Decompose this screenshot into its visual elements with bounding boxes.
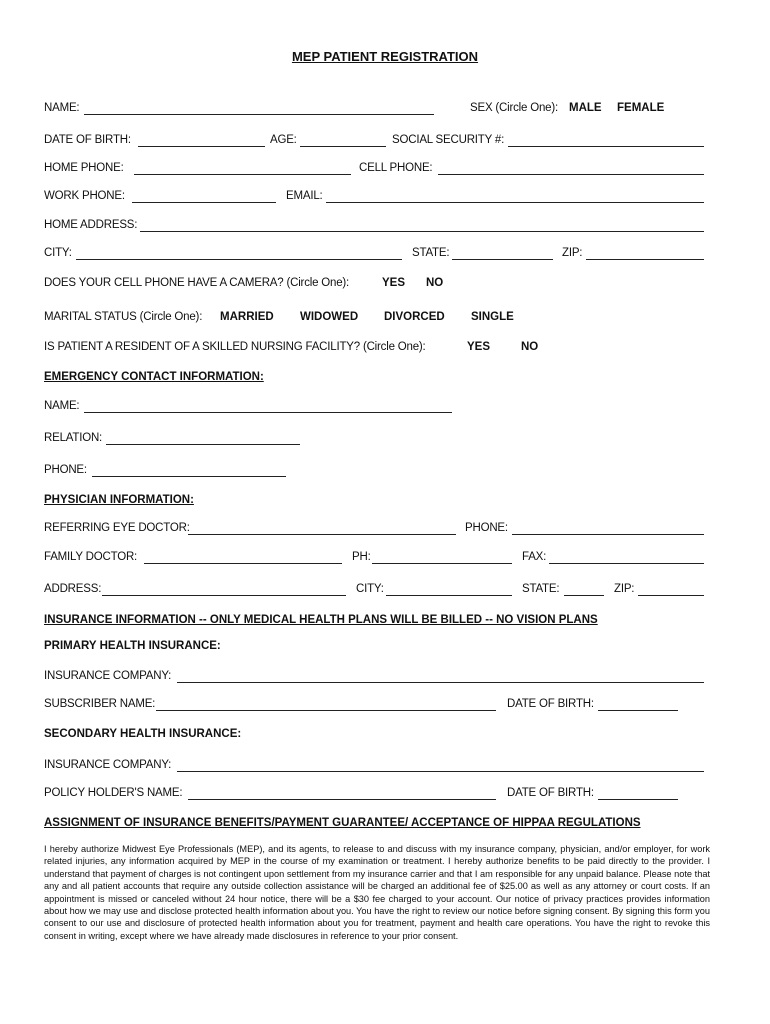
policy-holder-dob-field[interactable] xyxy=(598,799,678,800)
snf-question: IS PATIENT A RESIDENT OF A SKILLED NURSING FACILITY? (Circle One): xyxy=(44,341,426,353)
age-field[interactable] xyxy=(300,146,386,147)
physician-address-field[interactable] xyxy=(102,595,346,596)
fax-field[interactable] xyxy=(549,563,704,564)
physician-zip-label: ZIP: xyxy=(614,583,635,595)
referring-phone-label: PHONE: xyxy=(465,522,508,534)
subscriber-dob-label: DATE OF BIRTH: xyxy=(507,698,594,710)
work-phone-label: WORK PHONE: xyxy=(44,190,125,202)
emergency-phone-field[interactable] xyxy=(92,476,286,477)
snf-option-no[interactable]: NO xyxy=(521,341,539,353)
insurance-heading: INSURANCE INFORMATION -- ONLY MEDICAL HEALTH PLANS WILL BE BILLED -- NO VISION PLANS xyxy=(44,614,598,626)
home-phone-field[interactable] xyxy=(134,174,351,175)
email-field[interactable] xyxy=(326,202,704,203)
sex-option-female[interactable]: FEMALE xyxy=(617,102,665,114)
emergency-name-label: NAME: xyxy=(44,400,80,412)
dob-label: DATE OF BIRTH: xyxy=(44,134,131,146)
email-label: EMAIL: xyxy=(286,190,323,202)
family-doctor-label: FAMILY DOCTOR: xyxy=(44,551,138,563)
home-address-field[interactable] xyxy=(140,231,704,232)
secondary-company-field[interactable] xyxy=(177,771,704,772)
ssn-label: SOCIAL SECURITY #: xyxy=(392,134,505,146)
primary-company-field[interactable] xyxy=(177,682,704,683)
zip-label: ZIP: xyxy=(562,247,583,259)
emergency-relation-field[interactable] xyxy=(106,444,300,445)
page-title: MEP PATIENT REGISTRATION xyxy=(291,49,479,64)
family-doctor-field[interactable] xyxy=(144,563,342,564)
camera-option-yes[interactable]: YES xyxy=(382,277,406,289)
camera-option-no[interactable]: NO xyxy=(426,277,444,289)
consent-paragraph: I hereby authorize Midwest Eye Professionals (MEP), and its agents, to release to and discuss with my insurance company, physician, and/or employer, for work related injuries, any information acquired by MEP in the course of my examination or treatment. I hereby authorize benefits to be paid directly to the provider. I understand that payment of charges is not contingent upon settlement from my insurance carrier and that I am responsible for any unpaid balance. Please note that any and all patient accounts that require any outside collection assistance will be charged an additional fee of $25.00 as well as any attorney or court costs. If an appointment is missed or canceled without 24 hour notice, there will be a $30 fee charged to your account. Our notice of privacy practices provides information about how we may use and disclose protected health information about you. You have the right to review our notice before signing consent. By signing this form you consent to our use and disclosure of protected health information about you for treatment, payment and health care operations. You have the right to revoke this consent in writing, except where we have already made disclosures in reference to your prior consent. xyxy=(44,844,710,941)
physician-heading: PHYSICIAN INFORMATION: xyxy=(44,494,194,506)
subscriber-name-label: SUBSCRIBER NAME: xyxy=(44,698,156,710)
secondary-company-label: INSURANCE COMPANY: xyxy=(44,759,172,771)
physician-address-label: ADDRESS: xyxy=(44,583,102,595)
emergency-relation-label: RELATION: xyxy=(44,432,103,444)
physician-state-label: STATE: xyxy=(522,583,560,595)
family-ph-label: PH: xyxy=(352,551,371,563)
name-field[interactable] xyxy=(84,114,434,115)
snf-option-yes[interactable]: YES xyxy=(467,341,491,353)
sex-option-male[interactable]: MALE xyxy=(569,102,602,114)
state-field[interactable] xyxy=(452,259,553,260)
policy-holder-dob-label: DATE OF BIRTH: xyxy=(507,787,594,799)
marital-option-widowed[interactable]: WIDOWED xyxy=(300,311,359,323)
work-phone-field[interactable] xyxy=(132,202,276,203)
subscriber-name-field[interactable] xyxy=(156,710,496,711)
zip-field[interactable] xyxy=(586,259,704,260)
name-label: NAME: xyxy=(44,102,80,114)
primary-insurance-heading: PRIMARY HEALTH INSURANCE: xyxy=(44,640,221,652)
state-label: STATE: xyxy=(412,247,450,259)
marital-status-label: MARITAL STATUS (Circle One): xyxy=(44,311,203,323)
emergency-contact-heading: EMERGENCY CONTACT INFORMATION: xyxy=(44,371,264,383)
physician-city-label: CITY: xyxy=(356,583,384,595)
cell-phone-field[interactable] xyxy=(438,174,704,175)
physician-state-field[interactable] xyxy=(564,595,604,596)
primary-company-label: INSURANCE COMPANY: xyxy=(44,670,172,682)
home-phone-label: HOME PHONE: xyxy=(44,162,124,174)
sex-label: SEX (Circle One): xyxy=(470,102,558,114)
age-label: AGE: xyxy=(270,134,297,146)
marital-option-married[interactable]: MARRIED xyxy=(220,311,274,323)
city-field[interactable] xyxy=(76,259,402,260)
secondary-insurance-heading: SECONDARY HEALTH INSURANCE: xyxy=(44,728,242,740)
dob-field[interactable] xyxy=(138,146,265,147)
city-label: CITY: xyxy=(44,247,72,259)
emergency-phone-label: PHONE: xyxy=(44,464,87,476)
physician-zip-field[interactable] xyxy=(638,595,704,596)
physician-city-field[interactable] xyxy=(386,595,512,596)
family-ph-field[interactable] xyxy=(372,563,512,564)
cell-phone-label: CELL PHONE: xyxy=(359,162,433,174)
assignment-heading: ASSIGNMENT OF INSURANCE BENEFITS/PAYMENT GUARANTEE/ ACCEPTANCE OF HIPPAA REGULATIONS xyxy=(44,817,641,829)
home-address-label: HOME ADDRESS: xyxy=(44,219,138,231)
camera-question: DOES YOUR CELL PHONE HAVE A CAMERA? (Circle One): xyxy=(44,277,350,289)
marital-option-divorced[interactable]: DIVORCED xyxy=(384,311,445,323)
referring-doctor-label: REFERRING EYE DOCTOR: xyxy=(44,522,190,534)
referring-doctor-field[interactable] xyxy=(188,534,456,535)
marital-option-single[interactable]: SINGLE xyxy=(471,311,514,323)
ssn-field[interactable] xyxy=(508,146,704,147)
policy-holder-label: POLICY HOLDER'S NAME: xyxy=(44,787,183,799)
fax-label: FAX: xyxy=(522,551,547,563)
emergency-name-field[interactable] xyxy=(84,412,452,413)
subscriber-dob-field[interactable] xyxy=(598,710,678,711)
referring-phone-field[interactable] xyxy=(512,534,704,535)
policy-holder-field[interactable] xyxy=(188,799,496,800)
